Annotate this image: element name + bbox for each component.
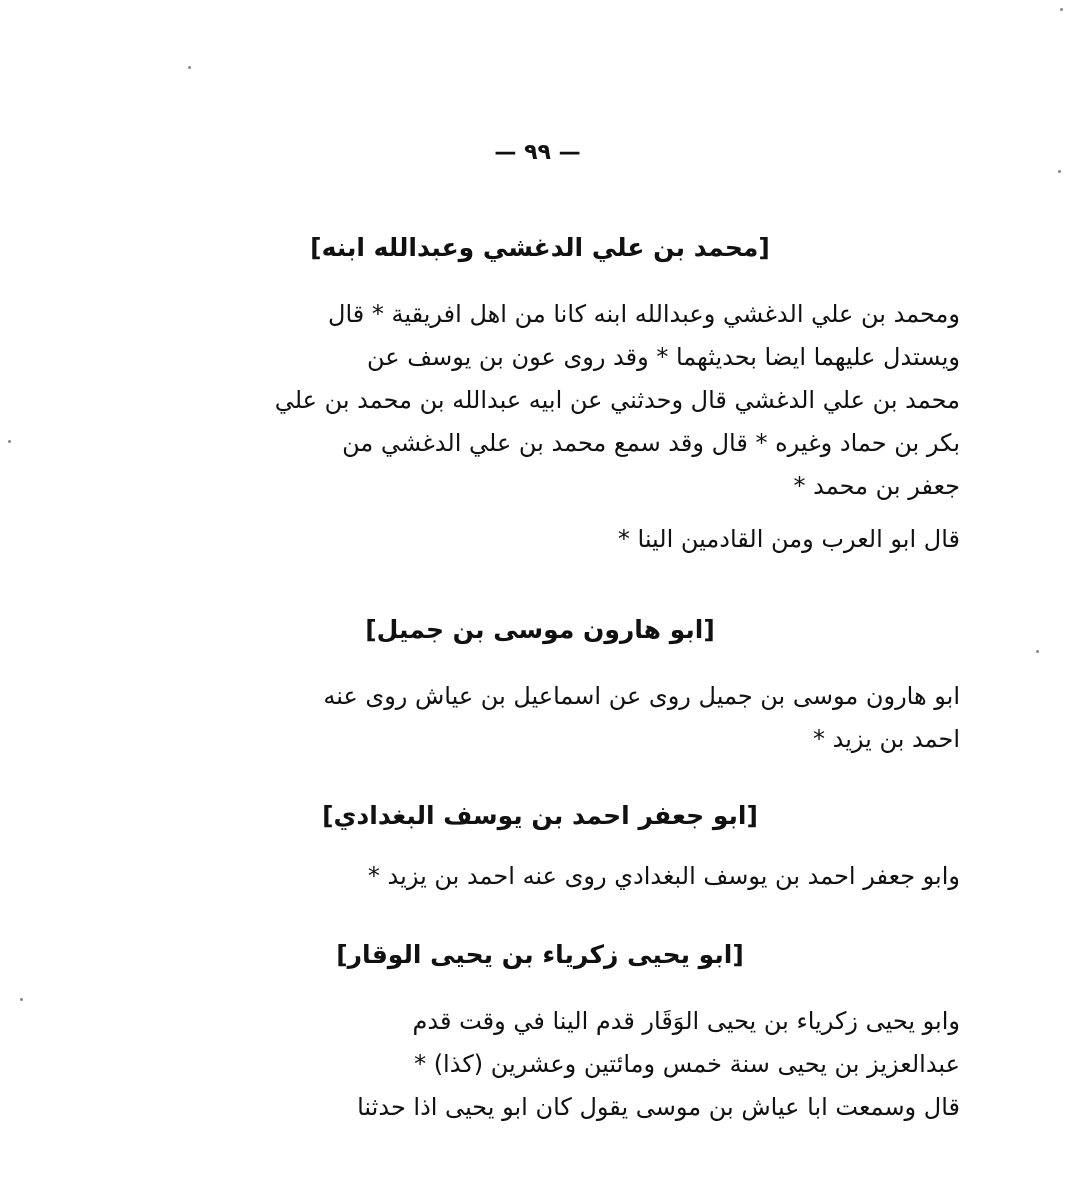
- scan-speck: [1036, 650, 1039, 653]
- page-number: — ٩٩ —: [494, 140, 581, 165]
- section-heading: [ابو جعفر احمد بن يوسف البغدادي]: [322, 801, 758, 830]
- text-line: عبدالعزيز بن يحيى سنة خمس ومائتين وعشرين (كذا) *: [414, 1050, 960, 1078]
- section-paragraph: [165, 518, 960, 561]
- section-paragraph: [165, 675, 960, 761]
- text-line: احمد بن يزيد *: [812, 725, 960, 753]
- scan-speck: [8, 440, 11, 443]
- scan-speck: [20, 998, 23, 1001]
- text-line: جعفر بن محمد *: [793, 472, 960, 500]
- section-paragraph: [165, 293, 960, 508]
- section-heading: [ابو هارون موسى بن جميل]: [365, 615, 715, 644]
- scan-speck: [188, 66, 191, 69]
- scan-speck: [1060, 8, 1063, 11]
- text-line: محمد بن علي الدغشي قال وحدثني عن ابيه عبدالله بن محمد بن علي: [274, 386, 960, 414]
- text-line: بكر بن حماد وغيره * قال وقد سمع محمد بن علي الدغشي من: [342, 429, 960, 457]
- text-line: وابو جعفر احمد بن يوسف البغدادي روى عنه احمد بن يزيد *: [367, 862, 960, 890]
- text-line: وابو يحيى زكرياء بن يحيى الوَقَار قدم الينا في وقت قدم: [412, 1007, 960, 1035]
- section-heading: [محمد بن علي الدغشي وعبدالله ابنه]: [310, 233, 770, 262]
- text-line: ابو هارون موسى بن جميل روى عن اسماعيل بن عياش روى عنه: [323, 682, 960, 710]
- text-line: ومحمد بن علي الدغشي وعبدالله ابنه كانا من اهل افريقية * قال: [328, 300, 960, 328]
- section-paragraph: [165, 1000, 960, 1129]
- section-paragraph: [165, 855, 960, 898]
- text-line: ويستدل عليهما ايضا بحديثهما * وقد روى عون بن يوسف عن: [367, 343, 960, 371]
- section-heading: [ابو يحيى زكرياء بن يحيى الوقار]: [336, 940, 744, 969]
- scan-speck: [1058, 170, 1061, 173]
- text-line: قال ابو العرب ومن القادمين الينا *: [617, 525, 960, 553]
- text-line: قال وسمعت ابا عياش بن موسى يقول كان ابو يحيى اذا حدثنا: [357, 1093, 960, 1121]
